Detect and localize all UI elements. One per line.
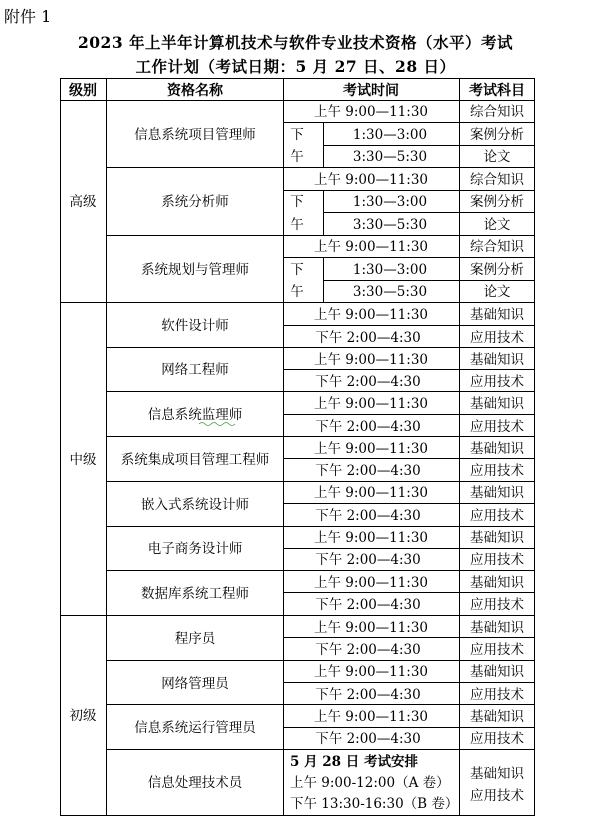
subject-cell: 应用技术 <box>470 731 524 747</box>
subject-cell: 案例分析 <box>470 127 524 143</box>
qual-name: 嵌入式系统设计师 <box>141 497 249 513</box>
time-am: 上午 9:00—11:30 <box>313 104 429 120</box>
qual-name: 网络管理员 <box>161 676 229 692</box>
subject-cell: 基础知识 <box>470 396 524 412</box>
time-pm: 1:30—3:00 <box>352 194 428 210</box>
header-subject: 考试科目 <box>469 83 525 99</box>
level-senior: 高级 <box>69 194 97 210</box>
subject-cell: 基础知识 <box>470 485 524 501</box>
level-junior: 初级 <box>69 708 97 724</box>
qual-name: 信息系统项目管理师 <box>134 127 256 143</box>
pm-label-bottom: 午 <box>290 284 304 300</box>
subject-cell: 案例分析 <box>470 262 524 278</box>
time-am: 上午 9:00—11:30 <box>313 530 429 546</box>
subject-cell: 应用技术 <box>470 419 524 435</box>
special-pm: 下午 13:30-16:30（B 卷） <box>290 796 459 812</box>
subject-cell: 论文 <box>483 149 511 165</box>
special-heading: 5 月 28 日 考试安排 <box>290 754 418 770</box>
subject-cell: 基础知识 <box>470 530 524 546</box>
pm-label-top: 下 <box>290 262 304 278</box>
time-pm: 1:30—3:00 <box>352 262 428 278</box>
qual-name: 信息系统监理师 <box>147 407 243 423</box>
time-pm: 下午 2:00—4:30 <box>315 374 421 390</box>
header-qualification: 资格名称 <box>167 83 223 99</box>
subject-cell: 基础知识 <box>470 620 524 636</box>
time-pm: 下午 2:00—4:30 <box>315 552 421 568</box>
time-pm: 1:30—3:00 <box>352 127 428 143</box>
qual-name: 信息处理技术员 <box>147 775 243 791</box>
time-am: 上午 9:00—11:30 <box>313 307 429 323</box>
time-am: 上午 9:00—11:30 <box>313 396 429 412</box>
subject-cell: 基础知识 <box>470 664 524 680</box>
subject-cell: 应用技术 <box>470 642 524 658</box>
time-am: 上午 9:00—11:30 <box>313 664 429 680</box>
header-time: 考试时间 <box>343 83 399 99</box>
pm-label-top: 下 <box>290 194 304 210</box>
subject-cell: 综合知识 <box>470 172 524 188</box>
time-pm: 下午 2:00—4:30 <box>315 463 421 479</box>
qual-name: 电子商务设计师 <box>147 541 243 557</box>
subject-cell: 综合知识 <box>470 239 524 255</box>
time-pm: 下午 2:00—4:30 <box>315 597 421 613</box>
time-am: 上午 9:00—11:30 <box>313 485 429 501</box>
time-pm: 下午 2:00—4:30 <box>315 642 421 658</box>
qual-name: 系统集成项目管理工程师 <box>120 452 270 468</box>
subject-cell: 基础知识 <box>470 441 524 457</box>
pm-label-top: 下 <box>290 127 304 143</box>
level-intermediate: 中级 <box>69 452 97 468</box>
pm-label-bottom: 午 <box>290 217 304 233</box>
subject-cell: 基础知识 <box>470 709 524 725</box>
qual-name: 程序员 <box>174 631 216 647</box>
subject-cell: 基础知识 <box>470 307 524 323</box>
qual-name: 数据库系统工程师 <box>141 586 249 602</box>
qual-name: 系统分析师 <box>161 194 229 210</box>
qual-name: 系统规划与管理师 <box>141 262 249 278</box>
subject-cell: 应用技术 <box>470 374 524 390</box>
special-am: 上午 9:00-12:00（A 卷） <box>290 775 450 791</box>
header-level: 级别 <box>69 83 97 99</box>
time-pm: 下午 2:00—4:30 <box>315 419 421 435</box>
document-title-line-1: 2023 年上半年计算机技术与软件专业技术资格（水平）考试 <box>77 33 514 52</box>
time-pm: 下午 2:00—4:30 <box>315 508 421 524</box>
document-title-line-2: 工作计划（考试日期：5 月 27 日、28 日） <box>135 57 456 76</box>
subject-cell: 应用技术 <box>470 463 524 479</box>
subject-cell: 论文 <box>483 284 511 300</box>
subject-cell: 应用技术 <box>470 552 524 568</box>
time-am: 上午 9:00—11:30 <box>313 575 429 591</box>
subject-cell: 基础知识 <box>470 766 524 782</box>
subject-cell: 应用技术 <box>470 788 524 804</box>
time-pm: 3:30—5:30 <box>352 217 428 233</box>
qual-name: 网络工程师 <box>161 362 229 378</box>
subject-cell: 应用技术 <box>470 597 524 613</box>
time-am: 上午 9:00—11:30 <box>313 352 429 368</box>
subject-cell: 应用技术 <box>470 508 524 524</box>
time-pm: 下午 2:00—4:30 <box>315 731 421 747</box>
pm-label-bottom: 午 <box>290 149 304 165</box>
qual-name: 软件设计师 <box>161 318 229 334</box>
time-pm: 下午 2:00—4:30 <box>315 330 421 346</box>
subject-cell: 基础知识 <box>470 352 524 368</box>
time-am: 上午 9:00—11:30 <box>313 620 429 636</box>
time-am: 上午 9:00—11:30 <box>313 239 429 255</box>
time-am: 上午 9:00—11:30 <box>313 172 429 188</box>
time-am: 上午 9:00—11:30 <box>313 441 429 457</box>
subject-cell: 基础知识 <box>470 575 524 591</box>
attachment-label: 附件 1 <box>4 7 52 26</box>
subject-cell: 应用技术 <box>470 687 524 703</box>
time-pm: 3:30—5:30 <box>352 149 428 165</box>
subject-cell: 案例分析 <box>470 194 524 210</box>
time-am: 上午 9:00—11:30 <box>313 709 429 725</box>
qual-name: 信息系统运行管理员 <box>134 720 256 736</box>
subject-cell: 应用技术 <box>470 330 524 346</box>
subject-cell: 综合知识 <box>470 104 524 120</box>
time-pm: 下午 2:00—4:30 <box>315 687 421 703</box>
time-pm: 3:30—5:30 <box>352 284 428 300</box>
subject-cell: 论文 <box>483 217 511 233</box>
